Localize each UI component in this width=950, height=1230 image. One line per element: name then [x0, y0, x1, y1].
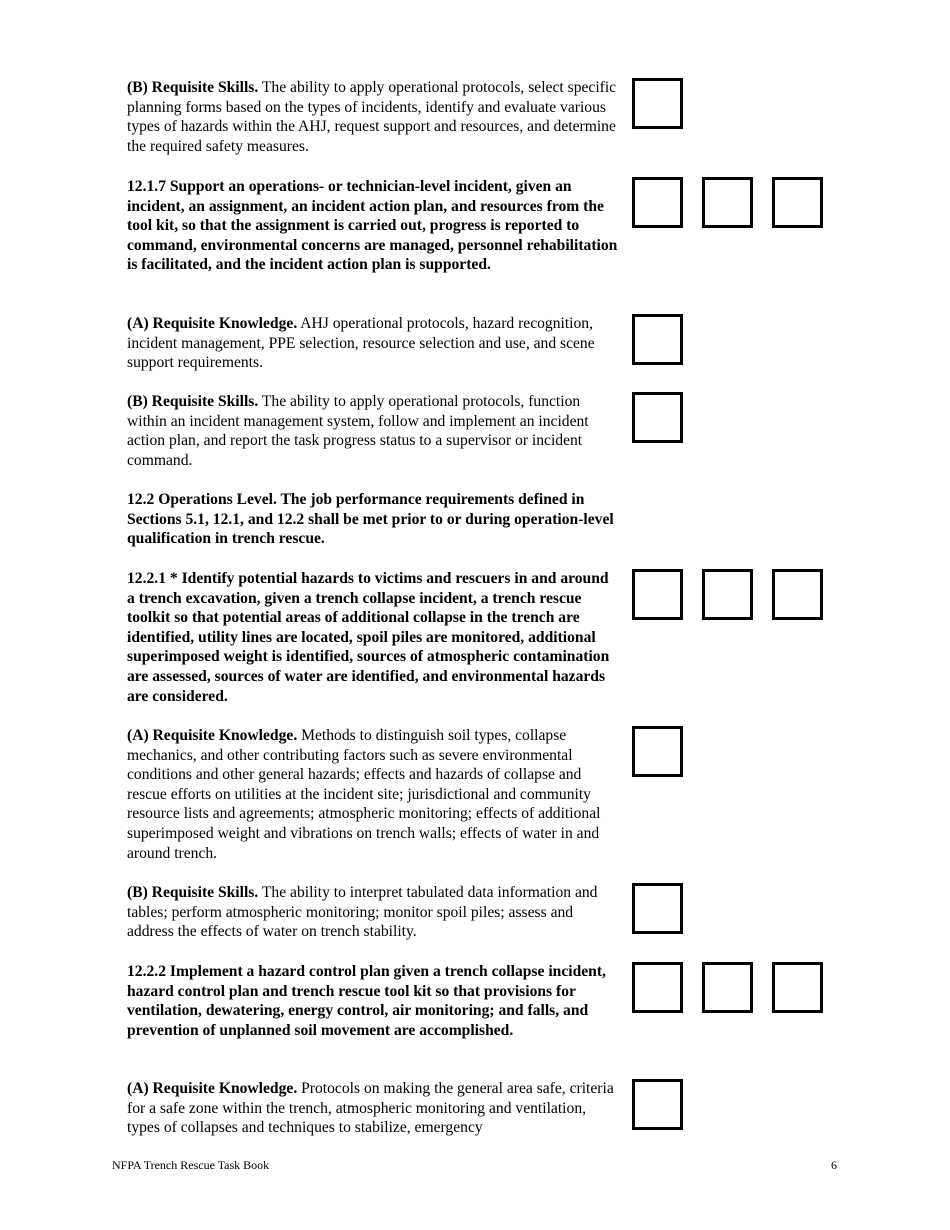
section-label: (B) Requisite Skills.	[127, 79, 259, 96]
signoff-checkbox[interactable]	[772, 962, 823, 1013]
section-text: Protocols on making the general area safe, criteria for a safe zone within the trench, atmospheric monitoring and ventilation, types of collapses and techniques to stabilize, emergency	[127, 1080, 614, 1137]
signoff-checkbox[interactable]	[632, 726, 683, 777]
signoff-checkbox[interactable]	[632, 569, 683, 620]
requisite-knowledge-paragraph	[127, 314, 619, 373]
signoff-checkbox[interactable]	[772, 569, 823, 620]
section-text: The ability to interpret tabulated data information and tables; perform atmospheric monitoring; monitor spoil piles; assess and address the effects of water on trench stability.	[127, 884, 598, 941]
jpr-12-2-2: 12.2.2 Implement a hazard control plan given a trench collapse incident, hazard control plan and trench rescue tool kit so that provisions for ventilation, dewatering, energy control, air monitoring; and falls, and prevention of unplanned soil movement are accomplished.	[127, 963, 606, 1039]
section-text: The ability to apply operational protocols, function within an incident management system, follow and implement an incident action plan, and report the task progress status to a supervisor or incident command.	[127, 393, 589, 469]
section-label: (B) Requisite Skills.	[127, 393, 259, 410]
signoff-checkbox[interactable]	[632, 314, 683, 365]
signoff-checkbox[interactable]	[632, 392, 683, 443]
signoff-checkbox[interactable]	[702, 569, 753, 620]
footer-title: NFPA Trench Rescue Task Book	[112, 1158, 270, 1172]
operations-level-heading: 12.2 Operations Level. The job performance requirements defined in Sections 5.1, 12.1, and 12.2 shall be met prior to or during operation-level qualification in trench rescue.	[127, 491, 614, 548]
requisite-knowledge-paragraph	[127, 1079, 619, 1138]
jpr-12-1-7: 12.1.7 Support an operations- or technician-level incident, given an incident, an assignment, an incident action plan, and resources from the tool kit, so that the assignment is carried out, progress is reported to command, environmental concerns are managed, personnel rehabilitation is facilitated, and the incident action plan is supported.	[127, 178, 618, 274]
signoff-checkbox[interactable]	[632, 883, 683, 934]
section-label: (A) Requisite Knowledge.	[127, 727, 298, 744]
requisite-skills-paragraph	[127, 883, 619, 942]
section-text: AHJ operational protocols, hazard recognition, incident management, PPE selection, resource selection and use, and scene support requirements.	[127, 315, 595, 372]
requisite-knowledge-paragraph	[127, 726, 619, 863]
signoff-checkbox[interactable]	[772, 177, 823, 228]
section-label: (A) Requisite Knowledge.	[127, 315, 298, 332]
signoff-checkbox[interactable]	[702, 962, 753, 1013]
requisite-skills-paragraph	[127, 392, 619, 470]
signoff-checkbox[interactable]	[702, 177, 753, 228]
signoff-checkbox[interactable]	[632, 177, 683, 228]
jpr-12-2-1: 12.2.1 * Identify potential hazards to victims and rescuers in and around a trench excavation, given a trench collapse incident, a trench rescue toolkit so that potential areas of additional collapse in the trench are identified, utility lines are located, spoil piles are monitored, additional superimposed weight is identified, sources of atmospheric contamination are assessed, sources of water are identified, and environmental hazards are considered.	[127, 570, 610, 705]
requisite-skills-paragraph	[127, 78, 619, 156]
section-text: Methods to distinguish soil types, collapse mechanics, and other contributing factors such as severe environmental conditions and other general hazards; effects and hazards of collapse and rescue efforts on utilities at the incident site; jurisdictional and community resource lists and agreements; atmospheric monitoring; effects of additional superimposed weight and vibrations on trench walls; effects of water in and around trench.	[127, 727, 601, 862]
section-label: (A) Requisite Knowledge.	[127, 1080, 298, 1097]
signoff-checkbox[interactable]	[632, 962, 683, 1013]
signoff-checkbox[interactable]	[632, 1079, 683, 1130]
section-label: (B) Requisite Skills.	[127, 884, 259, 901]
page-number: 6	[831, 1158, 837, 1172]
section-text: The ability to apply operational protocols, select specific planning forms based on the types of incidents, identify and evaluate various types of hazards within the AHJ, request support and resources, and determine the required safety measures.	[127, 79, 617, 155]
signoff-checkbox[interactable]	[632, 78, 683, 129]
